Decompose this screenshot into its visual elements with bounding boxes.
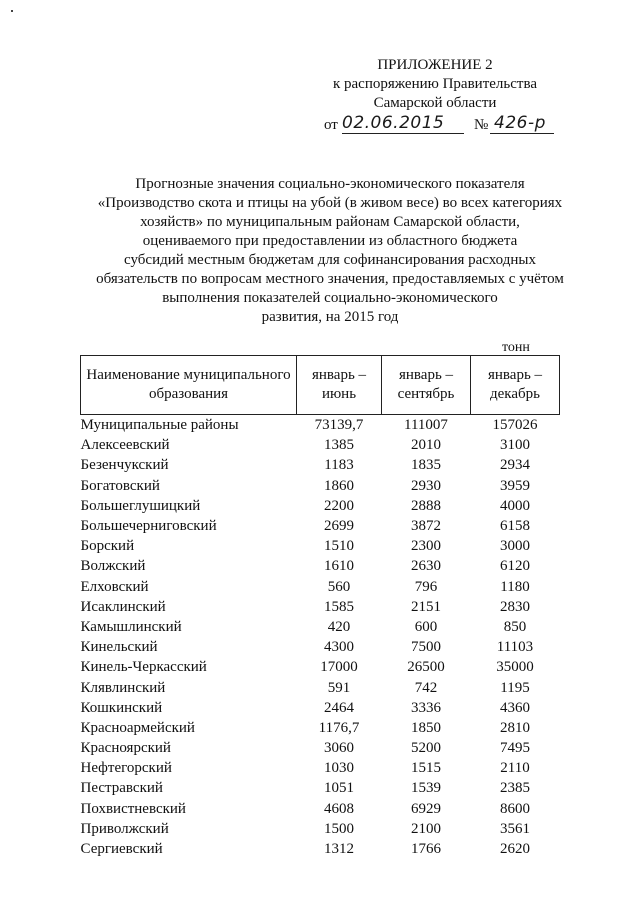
- cell-municipality: Исаклинский: [80, 598, 166, 615]
- cell-jan-jun: 420: [327, 618, 351, 635]
- cell-jan-dec: 1180: [500, 578, 530, 595]
- cell-jan-jun: 2464: [324, 699, 354, 716]
- cell-jan-sep: 6929: [411, 800, 441, 817]
- cell-municipality: Сергиевский: [80, 841, 163, 858]
- order-date-number-line: [324, 113, 564, 135]
- region-name: Самарской области: [373, 95, 497, 111]
- table-row: [81, 839, 560, 859]
- data-table: [80, 355, 560, 859]
- table-row: [81, 718, 560, 738]
- cell-jan-sep: 1835: [411, 457, 441, 474]
- title-line: «Производство скота и птицы на убой (в живом весе) во всех категориях: [97, 195, 563, 211]
- order-reference: к распоряжению Правительства: [332, 76, 537, 92]
- number-label: №: [474, 117, 489, 133]
- cell-jan-dec: 8600: [500, 800, 530, 817]
- cell-municipality: Нефтегорский: [80, 760, 172, 777]
- cell-municipality: Красноярский: [80, 740, 171, 757]
- cell-jan-jun: 1385: [324, 437, 354, 454]
- cell-jan-dec: 11103: [496, 639, 534, 656]
- table-row: [81, 435, 560, 455]
- table-row: [81, 476, 560, 496]
- title-line: оцениваемого при предоставлении из областного бюджета: [142, 233, 518, 249]
- cell-jan-sep: 2930: [411, 477, 441, 494]
- cell-jan-dec: 2934: [500, 457, 530, 474]
- title-line: обязательств по вопросам местного значения, предоставляемых с учётом: [96, 271, 564, 287]
- cell-jan-jun: 2699: [324, 518, 354, 535]
- cell-municipality: Кошкинский: [80, 699, 163, 716]
- cell-jan-dec: 3561: [500, 820, 530, 837]
- cell-jan-jun: 1030: [324, 760, 354, 777]
- cell-jan-dec: 35000: [496, 659, 534, 676]
- header-municipality: Наименование муниципального образования: [81, 356, 297, 415]
- title-line: выполнения показателей социально-экономического: [162, 290, 498, 306]
- table-row: [81, 698, 560, 718]
- cell-jan-dec: 1195: [500, 679, 530, 696]
- header-jan-sep: январь – сентябрь: [382, 356, 471, 415]
- table-row: [81, 415, 560, 436]
- cell-municipality: Безенчукский: [80, 457, 169, 474]
- cell-jan-sep: 1515: [411, 760, 441, 777]
- table-row: [81, 536, 560, 556]
- cell-jan-dec: 2620: [500, 841, 530, 858]
- unit-label: тонн: [502, 340, 530, 355]
- cell-jan-dec: 3000: [500, 538, 530, 555]
- cell-jan-dec: 2110: [500, 760, 530, 777]
- title-line: хозяйств» по муниципальным районам Самарской области,: [140, 214, 520, 230]
- cell-jan-sep: 2100: [411, 820, 441, 837]
- cell-jan-dec: 850: [503, 618, 527, 635]
- cell-municipality: Борский: [80, 538, 135, 555]
- cell-jan-dec: 3959: [500, 477, 530, 494]
- cell-jan-sep: 1850: [411, 719, 441, 736]
- cell-municipality: Камышлинский: [80, 618, 182, 635]
- table-row: [81, 597, 560, 617]
- cell-municipality: Приволжский: [80, 820, 169, 837]
- cell-municipality: Пестравский: [80, 780, 163, 797]
- cell-jan-sep: 2151: [411, 598, 441, 615]
- cell-jan-jun: 1860: [324, 477, 354, 494]
- cell-municipality: Елховский: [80, 578, 149, 595]
- cell-municipality: Богатовский: [80, 477, 160, 494]
- cell-jan-sep: 2010: [411, 437, 441, 454]
- cell-jan-jun: 1610: [324, 558, 354, 575]
- handwritten-number: 426-р: [494, 113, 546, 133]
- table-row: [81, 819, 560, 839]
- cell-jan-sep: 2300: [411, 538, 441, 555]
- cell-jan-jun: 2200: [324, 497, 354, 514]
- cell-municipality: Большеглушицкий: [80, 497, 201, 514]
- cell-municipality: Похвистневский: [80, 800, 186, 817]
- cell-jan-jun: 17000: [320, 659, 358, 676]
- cell-jan-dec: 4360: [500, 699, 530, 716]
- cell-jan-sep: 2630: [411, 558, 441, 575]
- table-header-row: [81, 356, 560, 415]
- number-underline: [490, 133, 554, 134]
- cell-jan-jun: 1051: [324, 780, 354, 797]
- title-line: развития, на 2015 год: [261, 309, 399, 325]
- cell-municipality: Муниципальные районы: [80, 417, 239, 434]
- cell-municipality: Волжский: [80, 558, 146, 575]
- table-row: [81, 677, 560, 697]
- appendix-label: ПРИЛОЖЕНИЕ 2: [377, 57, 493, 73]
- title-line: Прогнозные значения социально-экономического показателя: [135, 176, 525, 192]
- cell-jan-jun: 1312: [324, 841, 354, 858]
- cell-jan-jun: 73139,7: [314, 417, 364, 434]
- table-row: [81, 516, 560, 536]
- date-underline: [342, 133, 464, 134]
- table-row: [81, 657, 560, 677]
- cell-jan-sep: 3336: [411, 699, 441, 716]
- cell-municipality: Кинель-Черкасский: [80, 659, 207, 676]
- cell-municipality: Кинельский: [80, 639, 158, 656]
- handwritten-date: 02.06.2015: [342, 113, 445, 133]
- cell-jan-sep: 2888: [411, 497, 441, 514]
- table-row: [81, 556, 560, 576]
- cell-jan-jun: 4300: [324, 639, 354, 656]
- cell-jan-dec: 3100: [500, 437, 530, 454]
- cell-jan-sep: 742: [414, 679, 438, 696]
- cell-municipality: Большечерниговский: [80, 518, 217, 535]
- cell-jan-dec: 157026: [492, 417, 538, 434]
- table-row: [81, 758, 560, 778]
- cell-jan-sep: 5200: [411, 740, 441, 757]
- table-row: [81, 496, 560, 516]
- cell-jan-dec: 6120: [500, 558, 530, 575]
- scan-dot: [11, 10, 13, 12]
- header-jan-jun: январь – июнь: [297, 356, 382, 415]
- table-row: [81, 577, 560, 597]
- table-row: [81, 617, 560, 637]
- date-label: от: [324, 117, 338, 133]
- cell-jan-jun: 591: [327, 679, 351, 696]
- cell-jan-sep: 600: [414, 618, 438, 635]
- cell-municipality: Клявлинский: [80, 679, 166, 696]
- header-jan-dec: январь – декабрь: [471, 356, 560, 415]
- cell-jan-sep: 1766: [411, 841, 441, 858]
- cell-jan-sep: 796: [414, 578, 438, 595]
- cell-jan-jun: 1183: [324, 457, 354, 474]
- table-row: [81, 637, 560, 657]
- cell-jan-sep: 1539: [411, 780, 441, 797]
- table-row: [81, 455, 560, 475]
- cell-jan-dec: 4000: [500, 497, 530, 514]
- cell-jan-jun: 1176,7: [318, 719, 360, 736]
- cell-jan-dec: 2830: [500, 598, 530, 615]
- cell-jan-dec: 7495: [500, 740, 530, 757]
- cell-jan-jun: 1510: [324, 538, 354, 555]
- cell-jan-sep: 111007: [404, 417, 448, 434]
- table-row: [81, 778, 560, 798]
- table-body: [81, 415, 560, 860]
- cell-jan-jun: 4608: [324, 800, 354, 817]
- cell-jan-dec: 2385: [500, 780, 530, 797]
- cell-jan-jun: 560: [327, 578, 351, 595]
- cell-jan-dec: 6158: [500, 518, 530, 535]
- cell-jan-sep: 3872: [411, 518, 441, 535]
- cell-jan-jun: 1500: [324, 820, 354, 837]
- cell-jan-jun: 3060: [324, 740, 354, 757]
- cell-municipality: Красноармейский: [80, 719, 195, 736]
- document-title: [75, 175, 585, 327]
- table-row: [81, 738, 560, 758]
- cell-municipality: Алексеевский: [80, 437, 170, 454]
- cell-jan-dec: 2810: [500, 719, 530, 736]
- cell-jan-sep: 7500: [411, 639, 441, 656]
- table-row: [81, 799, 560, 819]
- cell-jan-sep: 26500: [407, 659, 445, 676]
- title-line: субсидий местным бюджетам для софинансирования расходных: [124, 252, 536, 268]
- cell-jan-jun: 1585: [324, 598, 354, 615]
